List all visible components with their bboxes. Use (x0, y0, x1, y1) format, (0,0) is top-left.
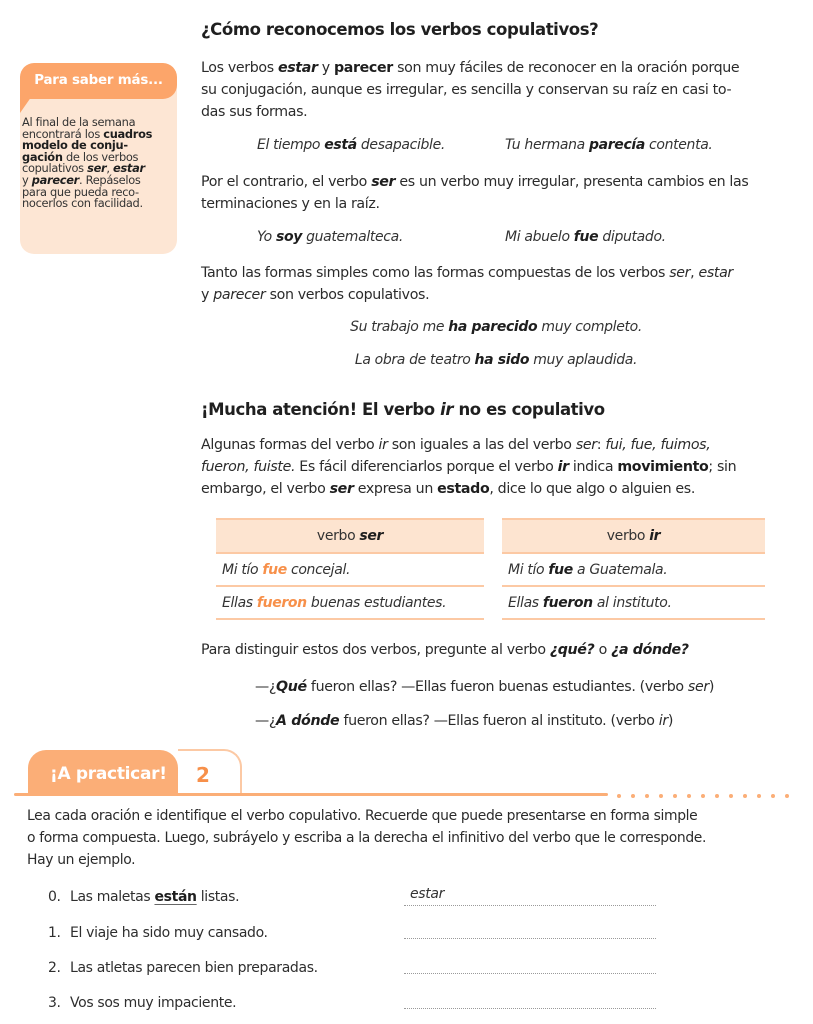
practice-tab: ¡A practicar! (28, 750, 178, 796)
example-sentence: El tiempo está desapacible. (257, 137, 445, 153)
example-sentence: Yo soy guatemalteca. (257, 229, 403, 245)
exercise-item: 2. Las atletas parecen bien preparadas. (48, 960, 318, 976)
sidebar-line: encontrará los cuadros (22, 126, 153, 141)
sidebar-header: Para saber más... (20, 63, 177, 99)
table-header: verbo ir (502, 519, 765, 553)
section-title-attention: ¡Mucha atención! El verbo ir no es copulativo (201, 400, 605, 419)
sidebar-line: nocerlos con facilidad. (22, 196, 143, 211)
ser-paragraph: Por el contrario, el verbo ser es un verbo muy irregular, presenta cambios en las terminaciones y en la raíz. (201, 174, 749, 212)
dotted-divider (617, 794, 789, 798)
example-sentence: Mi abuelo fue diputado. (505, 229, 666, 245)
sidebar-para-saber-mas (20, 63, 177, 254)
table-row: Mi tío fue a Guatemala. (502, 553, 765, 586)
sidebar-line: copulativos ser, estar (22, 161, 145, 176)
answer-input[interactable] (404, 905, 656, 906)
section-title-copulative: ¿Cómo reconocemos los verbos copulativos? (201, 20, 599, 39)
practice-number: 2 (178, 749, 242, 796)
section-divider (14, 793, 608, 796)
answer-input[interactable] (404, 938, 656, 939)
example-sentence: Tu hermana parecía contenta. (505, 137, 713, 153)
sidebar-line: gación de los verbos (22, 149, 139, 164)
dialog-line: —¿A dónde fueron ellas? —Ellas fueron al instituto. (verbo ir) (255, 713, 674, 729)
table-verbo-ir (502, 518, 765, 620)
attention-paragraph: Algunas formas del verbo ir son iguales a las del verbo ser: fui, fue, fuimos, fueron, fuiste. Es fácil diferenciarlos porque el verbo ir indica movimiento; sin embargo, el verbo ser expresa un estado, dice lo que algo o alguien es. (201, 437, 737, 497)
sidebar-line: y parecer. Repáselos (22, 172, 141, 187)
sidebar-line: Al final de la semana (22, 115, 136, 129)
exercise-item: 1. El viaje ha sido muy cansado. (48, 925, 268, 941)
exercise-item: 0. Las maletas están listas. (48, 889, 240, 905)
dialog-line: —¿Qué fueron ellas? —Ellas fueron buenas estudiantes. (verbo ser) (255, 679, 714, 695)
table-verbo-ser (216, 518, 484, 620)
sidebar-notch (20, 93, 34, 113)
example-sentence: Su trabajo me ha parecido muy completo. (350, 319, 642, 335)
table-row: Ellas fueron buenas estudiantes. (216, 586, 484, 619)
sidebar-body (22, 117, 177, 210)
practice-instructions: Lea cada oración e identifique el verbo copulativo. Recuerde que puede presentarse en forma simple o forma compuesta. Luego, subráyelo y escriba a la derecha el infinitivo del verbo que le corresponde. Hay un ejemplo. (27, 808, 707, 868)
sidebar-line: modelo de conju- (22, 138, 128, 153)
intro-paragraph: Los verbos estar y parecer son muy fáciles de reconocer en la oración porque su conjugación, aunque es irregular, es sencilla y conservan su raíz en casi to- das sus formas. (201, 60, 740, 120)
answer-text: estar (410, 886, 444, 902)
table-row: Ellas fueron al instituto. (502, 586, 765, 619)
answer-input[interactable] (404, 973, 656, 974)
exercise-item: 3. Vos sos muy impaciente. (48, 995, 237, 1011)
table-row: Mi tío fue concejal. (216, 553, 484, 586)
distinguish-paragraph: Para distinguir estos dos verbos, pregunte al verbo ¿qué? o ¿a dónde? (201, 642, 689, 658)
compound-paragraph: Tanto las formas simples como las formas compuestas de los verbos ser, estar y parecer son verbos copulativos. (201, 265, 733, 303)
sidebar-line: para que pueda reco- (22, 184, 139, 199)
example-sentence: La obra de teatro ha sido muy aplaudida. (354, 352, 638, 368)
answer-input[interactable] (404, 1008, 656, 1009)
table-header: verbo ser (216, 519, 484, 553)
